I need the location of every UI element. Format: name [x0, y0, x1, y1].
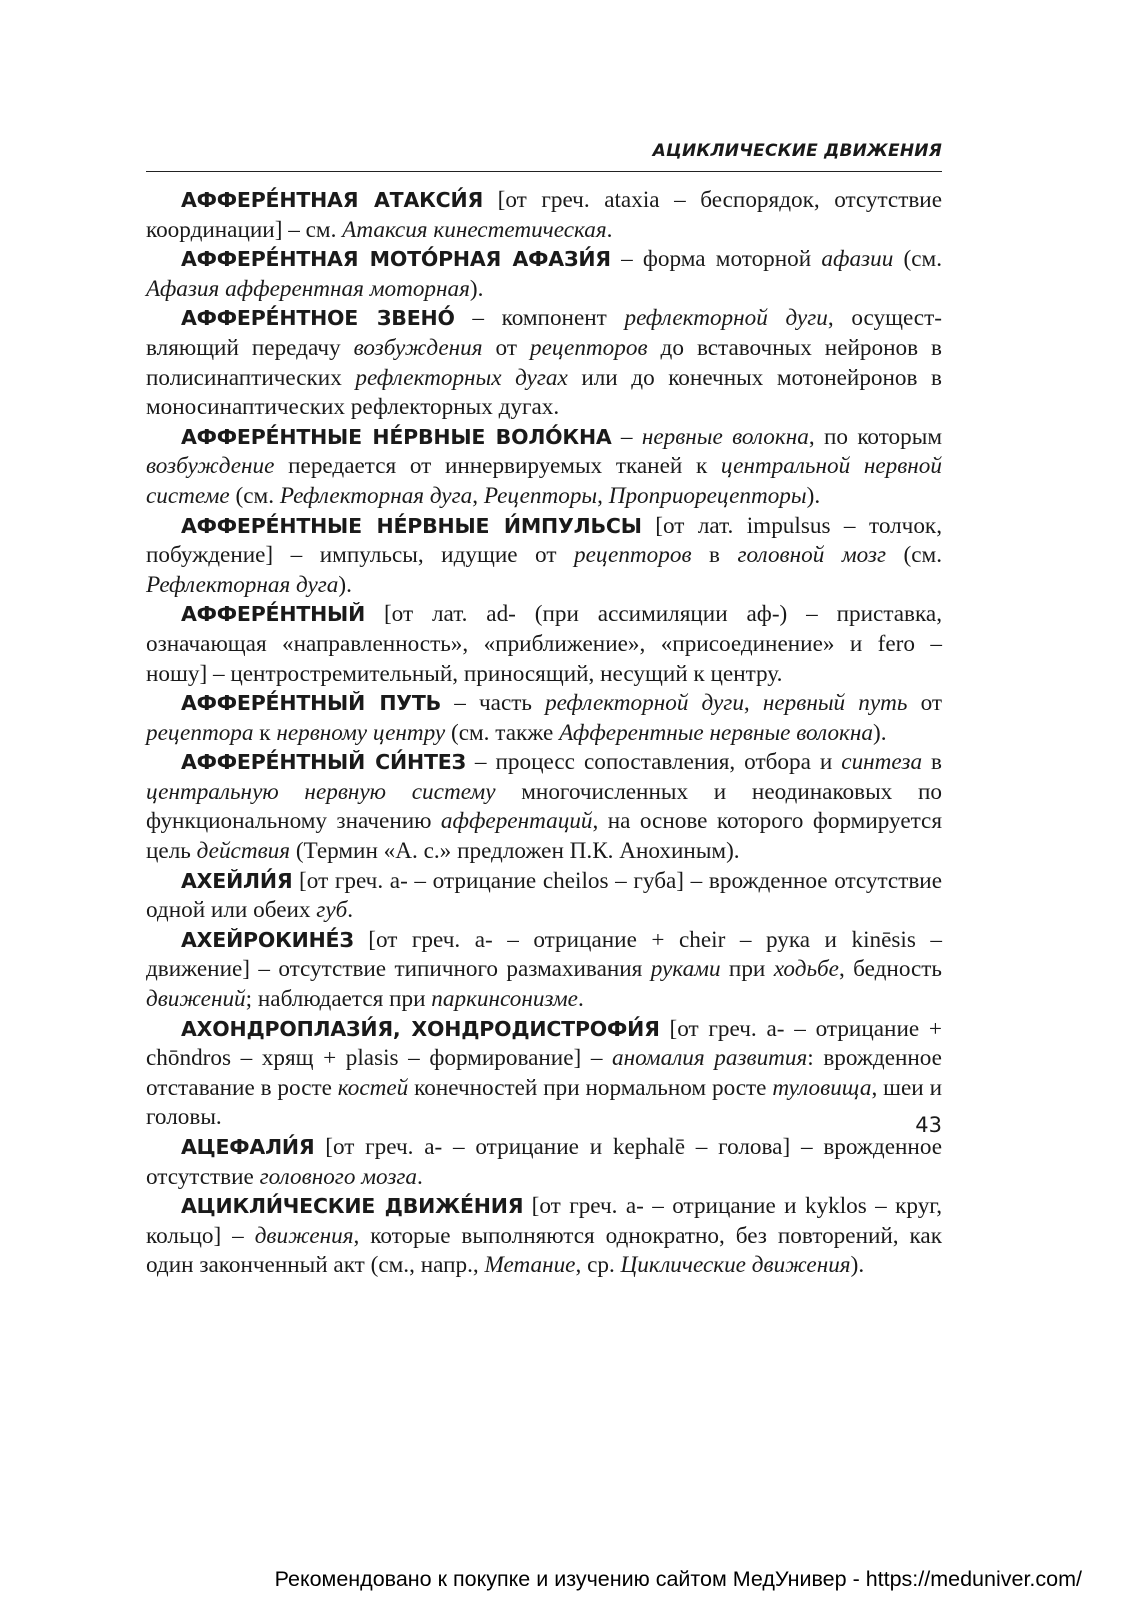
entry-cross-reference: рецептора	[146, 719, 254, 746]
entry-cross-reference: Циклические движения	[620, 1252, 851, 1279]
entry-definition-text: –	[611, 423, 642, 450]
entry-definition-text: – компонент	[454, 305, 625, 332]
entry-definition-text: (см. также	[445, 719, 560, 746]
entry-cross-reference: возбуждения	[353, 334, 483, 361]
entry-cross-reference: афазии	[821, 246, 894, 273]
entry-definition-text: от	[482, 334, 530, 361]
entry-definition-text: , осуществляющий передачу	[146, 305, 942, 361]
entry-cross-reference: костей	[337, 1074, 409, 1101]
entry-cross-reference: аномалия развития	[612, 1045, 808, 1072]
entry-cross-reference: возбуждение	[146, 453, 275, 480]
entry-cross-reference: рефлекторной дуги	[545, 690, 744, 717]
entry-definition-text: [от лат. impulsus – толчок, побуждение] – импульсы, идущие от	[146, 512, 942, 569]
entry-headword: АФФЕРЕ́НТНЫЙ ПУТЬ	[181, 691, 442, 716]
dictionary-entry	[146, 1015, 942, 1133]
entry-definition-text: .	[347, 897, 354, 924]
entry-cross-reference: головной мозг	[737, 542, 886, 569]
entry-cross-reference: губ	[316, 897, 348, 924]
dictionary-entry	[146, 512, 942, 601]
entry-definition-text: или до конечных мотонейронов в моносинаптических рефлекторных дугах.	[146, 364, 942, 421]
entry-definition-text: [от греч. а- – отрицание и kephalē – голова] – врожденное отсутствие	[146, 1134, 942, 1190]
entry-headword: АЦЕФАЛИ́Я	[181, 1135, 315, 1159]
page-number: 43	[915, 1113, 942, 1137]
dictionary-entry	[146, 186, 942, 245]
entry-headword: АФФЕРЕ́НТНАЯ МОТО́РНАЯ АФАЗИ́Я	[181, 247, 611, 272]
entry-definition-text: от	[907, 690, 942, 717]
entry-definition-text: [от лат. ad- (при ассимиляции аф-) – приставка, означающая «направленность», «приближение», «присоединение» и fero – ношу] – центростремительный, приносящий, несущий к центру.	[146, 601, 942, 687]
entry-cross-reference: движений	[146, 986, 246, 1013]
entry-cross-reference: центральной нервной системе	[146, 453, 942, 509]
entry-definition-text: [от греч. ataxia – беспорядок, отсутствие координации] – см.	[146, 187, 942, 243]
entry-definition-text: .	[577, 986, 584, 1013]
entry-cross-reference: паркинсонизме	[431, 986, 578, 1013]
entry-definition-text: передается от иннервируемых тканей к	[274, 453, 721, 480]
entry-definition-text: к	[253, 719, 277, 746]
entry-cross-reference: рефлекторных дугах	[355, 364, 568, 391]
entry-definition-text: – процесс сопоставления, отбора и	[465, 749, 842, 776]
entry-cross-reference: синтеза	[841, 749, 923, 776]
entry-headword: АФФЕРЕ́НТНЫЕ НЕ́РВНЫЕ ВОЛО́КНА	[181, 424, 612, 449]
entry-cross-reference: Проприорецепторы	[608, 482, 807, 509]
entry-definition-text: – форма моторной	[610, 246, 822, 273]
entry-definition-text: при	[720, 956, 774, 983]
entry-cross-reference: рефлекторной дуги	[624, 305, 828, 332]
dictionary-entry	[146, 600, 942, 689]
entry-cross-reference: головного мозга	[259, 1163, 417, 1190]
entry-headword: АФФЕРЕ́НТНЫЙ	[181, 602, 366, 627]
entry-cross-reference: рецепторов	[573, 542, 692, 569]
running-head	[146, 138, 942, 172]
entry-headword: АФФЕРЕ́НТНЫЕ НЕ́РВНЫЕ И́МПУЛЬСЫ	[181, 513, 642, 538]
dictionary-entry	[146, 748, 942, 866]
dictionary-entry	[146, 1133, 942, 1192]
entry-definition-text: ).	[469, 275, 484, 302]
entry-definition-text: до вставочных нейронов в полисинаптических	[146, 334, 943, 391]
dictionary-entry	[146, 689, 942, 748]
entry-cross-reference: Атаксия кинестетическая	[342, 216, 607, 243]
entry-definition-text: (Термин «А. с.» предложен П.К. Анохиным).	[290, 838, 740, 865]
entry-headword: АФФЕРЕ́НТНАЯ АТАКСИ́Я	[181, 188, 484, 212]
entry-definition-text: [от греч. а- – отрицание + cheir – рука и kinēsis – движение] – отсутствие типичного размахивания	[146, 926, 942, 983]
entry-cross-reference: Рецепторы	[483, 482, 598, 509]
entry-definition-text: , по которым	[808, 423, 942, 450]
dictionary-entries	[146, 186, 942, 1281]
entry-cross-reference: Рефлекторная дуга	[279, 482, 473, 509]
entry-definition-text: в	[922, 749, 942, 776]
entry-definition-text: в	[691, 542, 738, 569]
entry-headword: АХЕЙЛИ́Я	[181, 868, 293, 893]
entry-cross-reference: туловища	[772, 1074, 872, 1101]
entry-definition-text: : врожденное отставание в росте	[146, 1045, 942, 1101]
entry-cross-reference: афферентаций	[440, 808, 593, 835]
entry-definition-text: .	[606, 216, 613, 243]
entry-definition-text: [от греч. а- – отрицание и kyklos – круг, кольцо] –	[146, 1193, 942, 1249]
entry-cross-reference: движения	[254, 1222, 354, 1249]
entry-cross-reference: нервному центру	[276, 719, 446, 746]
entry-cross-reference: ходьбе	[773, 956, 839, 983]
entry-definition-text: [от греч. а- – отрицание cheilos – губа] – врожденное отсутствие одной или обеих	[146, 867, 942, 924]
entry-definition-text: , бедность	[838, 956, 942, 983]
entry-cross-reference: действия	[196, 838, 291, 865]
entry-headword: АХОНДРОПЛАЗИ́Я, ХОНДРОДИСТРОФИ́Я	[181, 1016, 660, 1041]
entry-cross-reference: Метание	[484, 1252, 576, 1279]
entry-definition-text: (см.	[229, 482, 280, 509]
entry-headword: АЦИКЛИ́ЧЕСКИЕ ДВИЖЕ́НИЯ	[181, 1194, 524, 1219]
entry-definition-text: [от греч. а- – отрицание + chōndros – хрящ + plasis – формирование] –	[146, 1015, 942, 1072]
entry-headword: АФФЕРЕ́НТНЫЙ СИ́НТЕЗ	[181, 750, 466, 775]
entry-definition-text: ).	[872, 719, 887, 746]
entry-definition-text: , шеи и головы.	[146, 1074, 942, 1131]
entry-definition-text: .	[417, 1163, 423, 1190]
entry-headword: АФФЕРЕ́НТНОЕ ЗВЕНО́	[181, 306, 455, 331]
entry-cross-reference: центральную нервную систему	[146, 778, 496, 805]
entry-headword: АХЕЙРОКИНЕ́З	[181, 927, 354, 952]
entry-definition-text: ,	[743, 690, 763, 717]
entry-cross-reference: рецепторов	[529, 334, 648, 361]
dictionary-entry	[146, 245, 942, 304]
entry-definition-text: ,	[597, 482, 609, 509]
entry-cross-reference: руками	[650, 956, 721, 983]
running-head-title: АЦИКЛИЧЕСКИЕ ДВИЖЕНИЯ	[652, 141, 942, 161]
entry-definition-text: ).	[338, 571, 352, 598]
entry-definition-text: (см.	[893, 246, 942, 273]
entry-cross-reference: Афферентные нервные волокна	[559, 719, 873, 746]
entry-definition-text: конечностей при нормальном росте	[408, 1074, 773, 1101]
entry-cross-reference: нервный путь	[762, 690, 908, 717]
entry-definition-text: (см.	[886, 542, 942, 569]
watermark-link-text: Рекомендовано к покупке и изучению сайтом МедУнивер - https://meduniver.com/	[274, 1567, 1082, 1591]
entry-definition-text: , которые выполняются однократно, без повторений, как один законченный акт (см., напр.,	[146, 1222, 942, 1279]
entry-definition-text: , на основе которого формируется цель	[146, 808, 943, 865]
entry-definition-text: , ср.	[575, 1252, 621, 1279]
entry-definition-text: ,	[472, 482, 484, 509]
dictionary-entry	[146, 926, 942, 1015]
entry-definition-text: ).	[806, 482, 821, 509]
entry-definition-text: – часть	[441, 690, 546, 717]
dictionary-entry	[146, 1192, 942, 1281]
entry-cross-reference: Рефлекторная дуга	[146, 571, 339, 598]
entry-cross-reference: Афазия афферентная моторная	[146, 275, 470, 302]
entry-definition-text: ; наблюдается при	[245, 986, 432, 1013]
entry-definition-text: многочисленных и неодинаковых по функциональному значению	[146, 778, 942, 835]
dictionary-entry	[146, 867, 942, 926]
dictionary-entry	[146, 304, 942, 422]
entry-definition-text: ).	[850, 1252, 865, 1279]
dictionary-entry	[146, 423, 942, 512]
entry-cross-reference: нервные волокна	[641, 423, 809, 450]
